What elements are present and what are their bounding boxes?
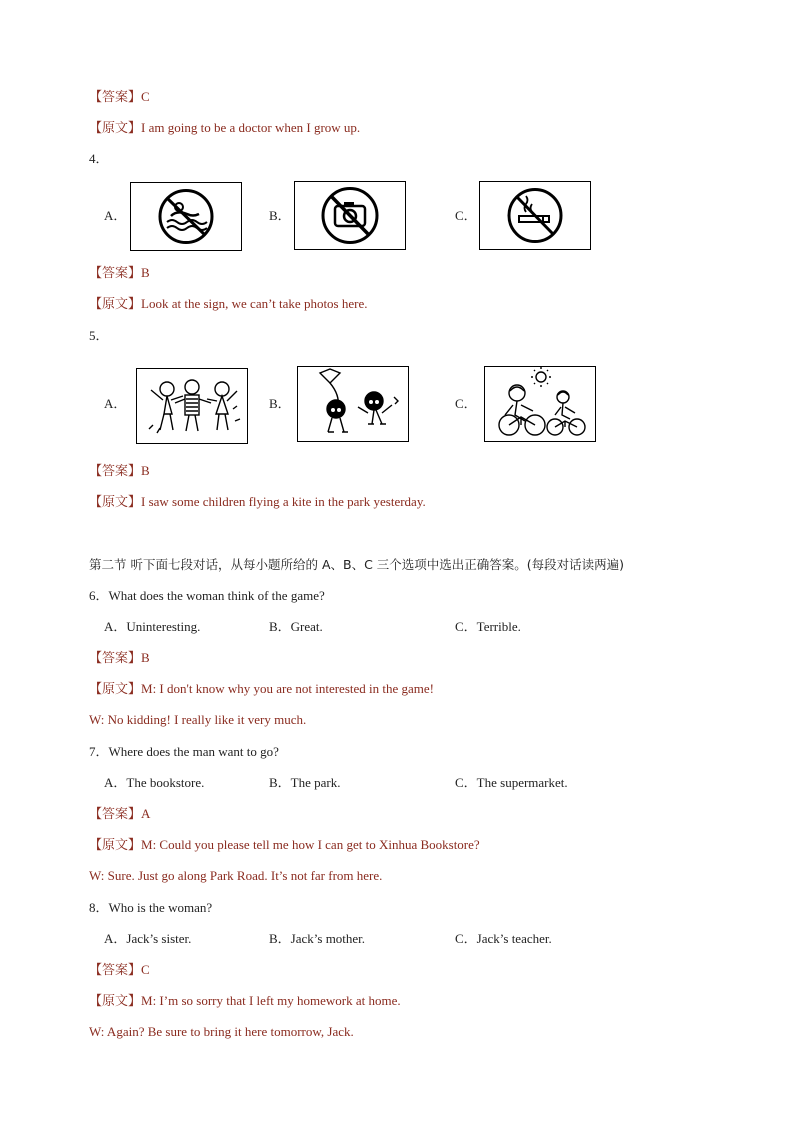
q4-answer: B	[141, 265, 150, 280]
q5-option-a-image	[136, 368, 248, 444]
q6-answer: B	[141, 650, 150, 665]
q7-transcript-line-1: M: Could you please tell me how I can get to Xinhua Bookstore?	[141, 837, 480, 852]
children-flying-kite-icon	[298, 367, 408, 441]
answer-label: 【答案】	[89, 807, 142, 822]
q7-transcript-line	[89, 837, 480, 854]
q8-transcript-line	[89, 993, 401, 1010]
q3-answer-line	[89, 89, 150, 106]
q5-number: 5．	[89, 328, 109, 343]
q4-option-a-image	[130, 182, 242, 251]
q8-question: 8．Who is the woman?	[89, 900, 213, 915]
q4-option-c-image	[479, 181, 591, 250]
transcript-label: 【原文】	[89, 495, 142, 510]
q6-transcript-line-1: M: I don't know why you are not interested in the game!	[141, 681, 434, 696]
q4-option-c-letter: C．	[455, 208, 477, 223]
q5-transcript-line	[89, 494, 426, 511]
q7-answer-line	[89, 806, 150, 823]
transcript-label: 【原文】	[89, 297, 142, 312]
q4-option-b-image	[294, 181, 406, 250]
section-2-heading: 第二节 听下面七段对话，从每小题所给的 A、B、C 三个选项中选出正确答案。(每段对话读两遍)	[89, 557, 625, 572]
transcript-label: 【原文】	[89, 121, 142, 136]
q4-transcript: Look at the sign, we can’t take photos here.	[141, 296, 368, 311]
q8-answer-line	[89, 962, 150, 979]
q7-option-b: B．The park.	[269, 775, 341, 790]
q3-transcript: I am going to be a doctor when I grow up.	[141, 120, 361, 135]
q6-transcript-line-2: W: No kidding! I really like it very much.	[89, 712, 307, 727]
no-photos-icon	[295, 182, 405, 249]
q5-option-a-letter: A．	[104, 396, 127, 411]
transcript-label: 【原文】	[89, 682, 142, 697]
q5-option-c-letter: C．	[455, 396, 477, 411]
transcript-label: 【原文】	[89, 994, 142, 1009]
q5-transcript: I saw some children flying a kite in the park yesterday.	[141, 494, 426, 509]
q3-transcript-line	[89, 120, 360, 137]
q5-answer: B	[141, 463, 150, 478]
q8-transcript-line-1: M: I’m so sorry that I left my homework at home.	[141, 993, 401, 1008]
q5-option-b-image	[297, 366, 409, 442]
children-riding-bikes-icon	[485, 367, 595, 441]
q5-option-c-image	[484, 366, 596, 442]
q7-question: 7．Where does the man want to go?	[89, 744, 279, 759]
transcript-label: 【原文】	[89, 838, 142, 853]
q7-answer: A	[141, 806, 151, 821]
q3-answer: C	[141, 89, 150, 104]
q4-option-b-letter: B．	[269, 208, 291, 223]
answer-label: 【答案】	[89, 464, 142, 479]
answer-label: 【答案】	[89, 266, 142, 281]
q7-option-a: A．The bookstore.	[104, 775, 205, 790]
q4-option-a-letter: A．	[104, 208, 127, 223]
q8-answer: C	[141, 962, 150, 977]
no-smoking-icon	[480, 182, 590, 249]
no-swimming-icon	[131, 183, 241, 250]
children-dancing-icon	[137, 369, 247, 443]
q4-answer-line	[89, 265, 150, 282]
q6-answer-line	[89, 650, 150, 667]
answer-label: 【答案】	[89, 963, 142, 978]
q4-number: 4．	[89, 151, 109, 166]
q6-transcript-line	[89, 681, 434, 698]
q6-option-c: C．Terrible.	[455, 619, 521, 634]
q6-option-a: A．Uninteresting.	[104, 619, 201, 634]
q4-transcript-line	[89, 296, 368, 313]
q5-option-b-letter: B．	[269, 396, 291, 411]
q7-option-c: C．The supermarket.	[455, 775, 568, 790]
q8-option-c: C．Jack’s teacher.	[455, 931, 552, 946]
q6-option-b: B．Great.	[269, 619, 323, 634]
q6-question: 6．What does the woman think of the game?	[89, 588, 325, 603]
q8-transcript-line-2: W: Again? Be sure to bring it here tomorrow, Jack.	[89, 1024, 354, 1039]
q5-answer-line	[89, 463, 150, 480]
q8-option-b: B．Jack’s mother.	[269, 931, 366, 946]
q8-option-a: A．Jack’s sister.	[104, 931, 192, 946]
answer-label: 【答案】	[89, 651, 142, 666]
q7-transcript-line-2: W: Sure. Just go along Park Road. It’s not far from here.	[89, 868, 383, 883]
answer-label: 【答案】	[89, 90, 142, 105]
